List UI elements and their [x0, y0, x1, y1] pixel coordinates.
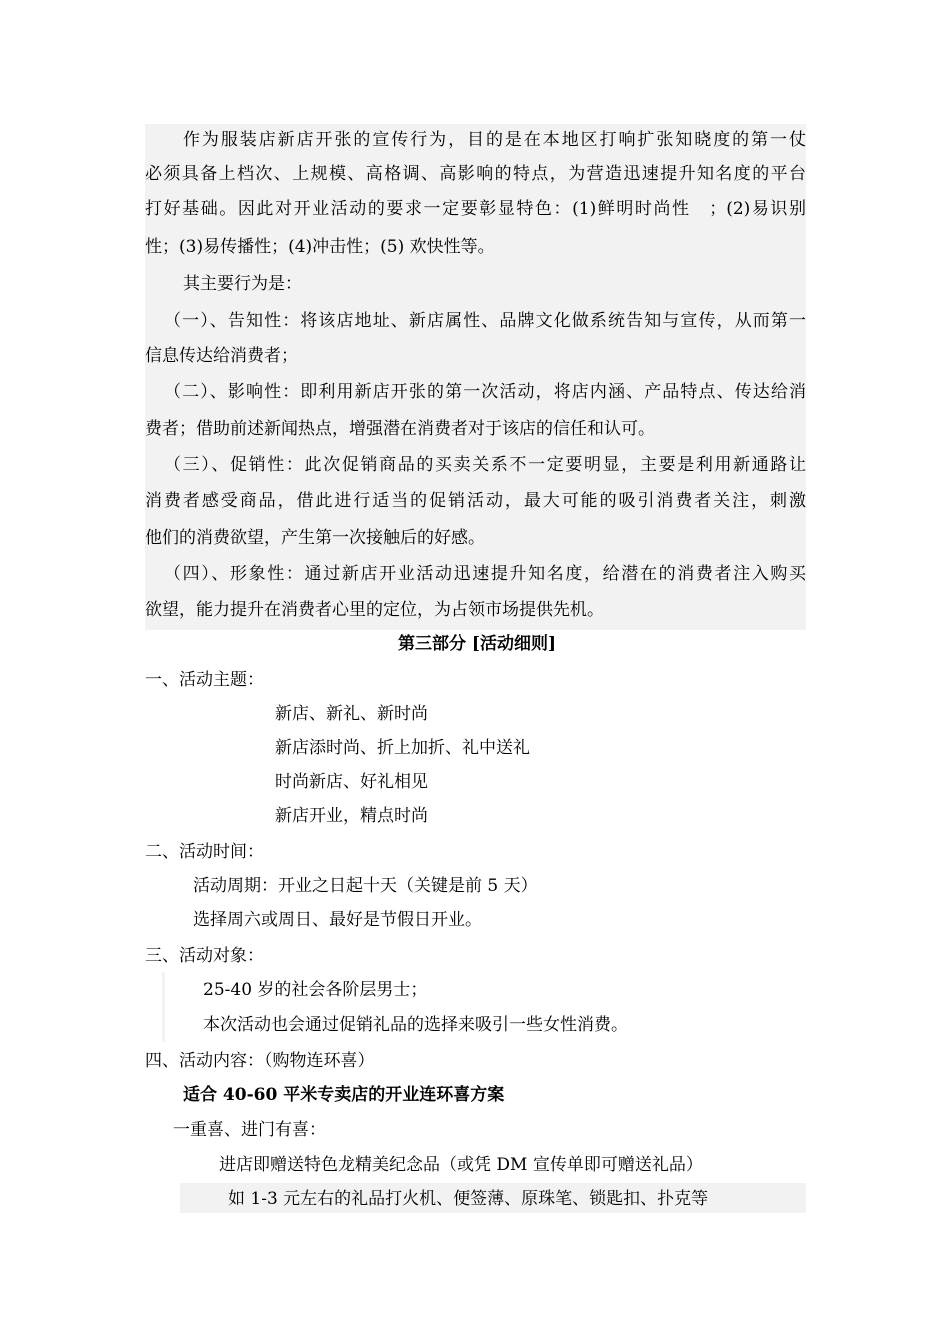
behavior-3-line-1: （三）、促销性：此次促销商品的买卖关系不一定要明显，主要是利用新通路让	[164, 455, 806, 475]
part3-title: 第三部分 [活动细则]	[398, 634, 557, 654]
content-line-1: 进店即赠送特色龙精美纪念品（或凭 DM 宣传单即可赠送礼品）	[219, 1155, 703, 1175]
target-heading: 三、活动对象：	[145, 946, 264, 966]
target-line-2: 本次活动也会通过促销礼品的选择来吸引一些女性消费。	[203, 1015, 628, 1035]
target-line-1: 25-40 岁的社会各阶层男士；	[203, 980, 428, 1000]
intro-line-4: 性；(3)易传播性；(4)冲击性；(5) 欢快性等。	[145, 237, 495, 257]
behavior-3-line-2: 消费者感受商品，借此进行适当的促销活动，最大可能的吸引消费者关注，刺激	[145, 491, 806, 511]
shade-target-bar	[162, 972, 165, 1042]
main-behavior-label: 其主要行为是：	[183, 274, 302, 294]
content-heading: 四、活动内容：（购物连环喜）	[145, 1051, 375, 1071]
first-joy-heading: 一重喜、进门有喜：	[173, 1120, 326, 1140]
plan-title: 适合 40-60 平米专卖店的开业连环喜方案	[183, 1085, 505, 1105]
time-line-1: 活动周期：开业之日起十天（关键是前 5 天）	[193, 876, 538, 896]
behavior-4-line-1: （四）、形象性：通过新店开业活动迅速提升知名度，给潜在的消费者注入购买	[164, 564, 806, 584]
content-line-2: 如 1-3 元左右的礼品打火机、便签薄、原珠笔、锁匙扣、扑克等	[228, 1189, 709, 1209]
behavior-2-line-2: 费者；借助前述新闻热点，增强潜在消费者对于该店的信任和认可。	[145, 419, 655, 439]
intro-line-3: 打好基础。因此对开业活动的要求一定要彰显特色：(1)鲜明时尚性 ；(2)易识别	[145, 199, 806, 219]
behavior-4-line-2: 欲望，能力提升在消费者心里的定位，为占领市场提供先机。	[145, 600, 604, 620]
intro-line-2: 必须具备上档次、上规模、高格调、高影响的特点，为营造迅速提升知名度的平台	[145, 164, 806, 184]
theme-slogan-4: 新店开业，精点时尚	[275, 806, 428, 826]
theme-slogan-1: 新店、新礼、新时尚	[275, 704, 428, 724]
time-line-2: 选择周六或周日、最好是节假日开业。	[193, 910, 482, 930]
theme-heading: 一、活动主题：	[145, 670, 264, 690]
behavior-1-line-1: （一）、告知性：将该店地址、新店属性、品牌文化做系统告知与宣传，从而第一	[164, 311, 806, 331]
time-heading: 二、活动时间：	[145, 842, 264, 862]
theme-slogan-3: 时尚新店、好礼相见	[275, 772, 428, 792]
behavior-3-line-3: 他们的消费欲望，产生第一次接触后的好感。	[145, 528, 485, 548]
behavior-1-line-2: 信息传达给消费者；	[145, 346, 298, 366]
intro-line-1: 作为服装店新店开张的宣传行为，目的是在本地区打响扩张知晓度的第一仗	[183, 130, 806, 150]
theme-slogan-2: 新店添时尚、折上加折、礼中送礼	[275, 738, 530, 758]
behavior-2-line-1: （二）、影响性：即利用新店开张的第一次活动，将店内涵、产品特点、传达给消	[164, 382, 806, 402]
